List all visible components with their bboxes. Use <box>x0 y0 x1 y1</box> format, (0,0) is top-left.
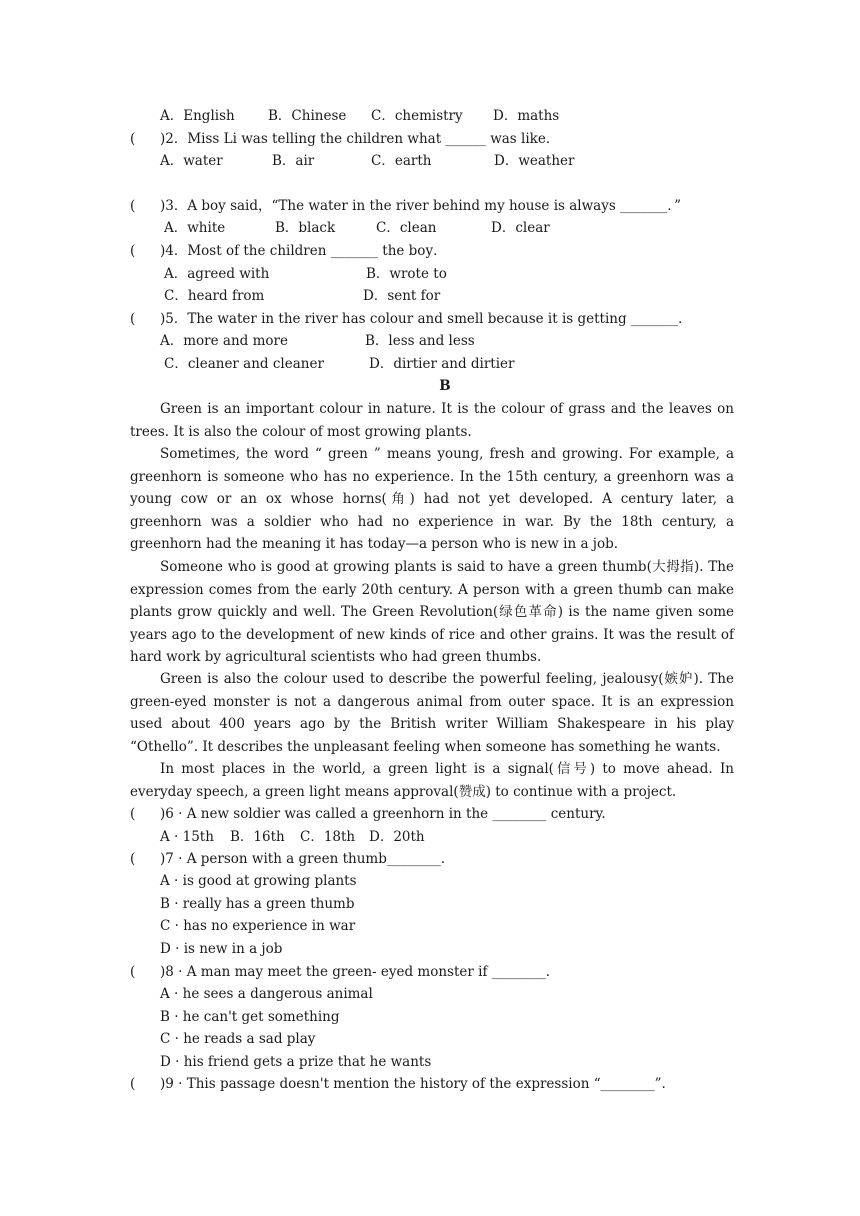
q5-option-d: D．dirtier and dirtier <box>369 356 515 372</box>
q3-option-d: D．clear <box>491 220 550 236</box>
passage-paragraph-1: Green is an important colour in nature. It is the colour of grass and the leaves on trees. It is also the colour of most growing plants. <box>130 401 734 440</box>
question-text: )9 · This passage doesn't mention the history of the expression “________”. <box>160 1076 666 1092</box>
question-9 <box>130 1073 734 1095</box>
section-b-heading: B <box>439 378 451 394</box>
q4-options-row2 <box>164 285 724 307</box>
passage-paragraph-2: Sometimes, the word “ green ” means young, fresh and growing. For example, a greenhorn is someone who has no experience. In the 15th century, a greenhorn was a young cow or an ox whose horns(角) had not yet developed. A century later, a greenhorn was a soldier who had no experience in war. By the 18th century, a greenhorn had the meaning it has today—a person who is new in a job. <box>130 446 734 552</box>
q7-option-c: C · has no experience in war <box>160 918 356 934</box>
passage-paragraph-5: In most places in the world, a green light is a signal(信号) to move ahead. In everyday speech, a green light means approval(赞成) to continue with a project. <box>130 761 734 800</box>
q8-option-b: B · he can't get something <box>160 1009 340 1025</box>
question-7 <box>130 848 734 870</box>
question-text: )5．The water in the river has colour and smell because it is getting _______． <box>160 311 692 327</box>
question-4 <box>130 240 734 262</box>
q7-option-a: A · is good at growing plants <box>160 873 357 889</box>
q5-options-row1 <box>160 330 720 352</box>
question-3 <box>130 195 734 217</box>
question-text: )8 · A man may meet the green- eyed monster if ________. <box>160 964 551 980</box>
answer-paren: ( <box>130 964 136 980</box>
q6-option-b: B．16th <box>230 829 285 845</box>
answer-paren: ( <box>130 243 136 259</box>
q3-option-b: B．black <box>275 220 336 236</box>
answer-paren: ( <box>130 198 136 214</box>
q4-option-b: B．wrote to <box>366 266 447 282</box>
q5-option-b: B．less and less <box>365 333 475 349</box>
q8-option-a: A · he sees a dangerous animal <box>160 986 373 1002</box>
question-text: )2．Miss Li was telling the children what ______ was like． <box>160 131 560 147</box>
q4-options-row1 <box>164 263 724 285</box>
q4-option-a: A．agreed with <box>164 266 270 282</box>
q1-option-a: A．English <box>160 108 235 124</box>
q7-option-b: B · really has a green thumb <box>160 896 355 912</box>
answer-paren: ( <box>130 311 136 327</box>
q1-option-c: C．chemistry <box>371 108 463 124</box>
q3-option-c: C．clean <box>376 220 437 236</box>
q8-option-c: C · he reads a sad play <box>160 1031 316 1047</box>
q3-option-a: A．white <box>164 220 226 236</box>
answer-paren: ( <box>130 851 136 867</box>
q3-options <box>164 217 724 239</box>
q4-option-c: C．heard from <box>164 288 265 304</box>
question-8 <box>130 961 734 983</box>
question-text: )3．A boy said，“The water in the river behind my house is always _______．” <box>160 198 681 214</box>
q2-option-b: B．air <box>272 153 315 169</box>
passage-paragraph-3: Someone who is good at growing plants is said to have a green thumb(大拇指). The expression comes from the early 20th century. A person with a green thumb can make plants grow quickly and well. The Green Revolution(绿色革命) is the name given some years ago to the development of new kinds of rice and other grains. It was the result of hard work by agricultural scientists who had green thumbs. <box>130 559 734 665</box>
question-text: )4．Most of the children _______ the boy． <box>160 243 447 259</box>
q1-option-b: B．Chinese <box>268 108 347 124</box>
q2-option-d: D．weather <box>494 153 575 169</box>
q5-option-c: C．cleaner and cleaner <box>164 356 324 372</box>
q2-options <box>160 150 720 172</box>
q5-options-row2 <box>164 353 724 375</box>
q8-option-d: D · his friend gets a prize that he wants <box>160 1054 432 1070</box>
q1-options <box>160 105 720 127</box>
q6-option-c: C．18th <box>300 829 356 845</box>
q1-option-d: D．maths <box>493 108 560 124</box>
question-text: )6 · A new soldier was called a greenhorn in the ________ century. <box>160 806 606 822</box>
question-text: )7 · A person with a green thumb________. <box>160 851 446 867</box>
q6-option-a: A · 15th <box>160 829 214 845</box>
answer-paren: ( <box>130 806 136 822</box>
q5-option-a: A．more and more <box>160 333 288 349</box>
answer-paren: ( <box>130 1076 136 1092</box>
question-2 <box>130 128 734 150</box>
q6-options <box>160 826 560 848</box>
answer-paren: ( <box>130 131 136 147</box>
q2-option-c: C．earth <box>371 153 432 169</box>
question-6 <box>130 803 734 825</box>
q7-option-d: D · is new in a job <box>160 941 283 957</box>
q6-option-d: D．20th <box>369 829 425 845</box>
passage-paragraph-4: Green is also the colour used to describe the powerful feeling, jealousy(嫉妒). The green-eyed monster is not a dangerous animal from outer space. It is an expression used about 400 years ago by the British writer William Shakespeare in his play “Othello”. It describes the unpleasant feeling when someone has something he wants. <box>130 671 734 755</box>
q4-option-d: D．sent for <box>363 288 441 304</box>
q2-option-a: A．water <box>160 153 223 169</box>
question-5 <box>130 308 734 330</box>
